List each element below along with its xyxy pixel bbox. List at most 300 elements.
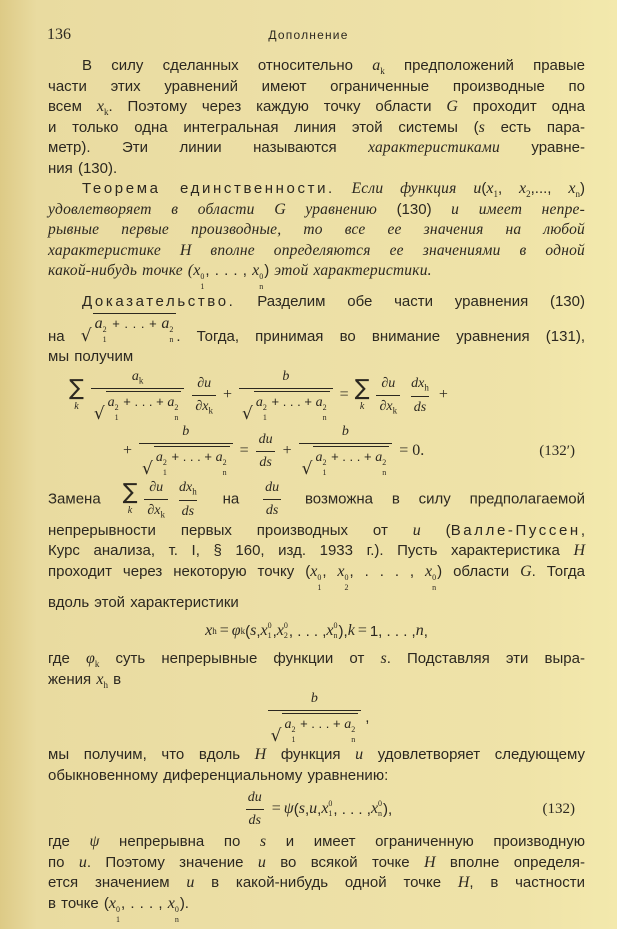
math-operator: + [123,441,133,459]
math-symbol: G [520,562,532,580]
text-run: ). [179,894,189,912]
text-run: , [580,521,585,539]
text-line [48,894,585,925]
superscript: 0 [283,621,288,631]
text-run: ), [383,800,393,818]
numerator [176,479,200,500]
sub-superscript [175,905,179,925]
math-symbol: b [341,424,349,440]
spaced-text: Теорема единственности. [82,180,335,197]
sub-superscript [328,799,332,819]
math-symbol: ds [413,399,427,415]
math-symbol: ds [248,813,261,829]
text-run: ) области [437,562,521,580]
text-run: части этих уравнений имеют ограниченные производные по [48,77,585,95]
fraction [239,368,333,423]
text-line [48,220,585,241]
sub-superscript [432,573,436,593]
numerator [256,431,276,451]
text-line [48,261,585,292]
text-run: мы получим [48,348,134,365]
superscript: 2 [174,403,179,413]
subscript: n [382,468,387,478]
radicand [106,391,182,423]
text-run: в [107,670,122,688]
text-line [48,159,585,180]
subscript: 1 [328,809,333,819]
text-line [48,521,585,542]
subscript: n [174,413,179,423]
math-symbol: x [519,180,527,197]
superscript: 0 [333,621,338,631]
equation-number: (132′) [539,442,575,459]
text-run: возможна в силу предполагаемой [286,490,585,508]
subscript: k [392,405,398,416]
subscript: 2 [344,582,349,592]
text-run: . Тогда, принимая во внимание уравнения (131), [176,327,585,345]
text-line [48,347,585,368]
math-symbol: ds [259,454,272,470]
subscript: n [222,468,227,478]
sub-superscript [223,458,227,478]
denominator [263,499,281,519]
equation-number: (132) [542,801,575,818]
sub-superscript [169,325,173,345]
numerator [245,789,265,809]
radicand [93,313,177,345]
math-operator: = [271,800,281,818]
sub-superscript [351,725,355,745]
math-symbol: s [259,833,267,851]
math-symbol: ∂x [195,399,209,414]
sub-superscript [382,458,386,478]
radicand [254,391,330,423]
math-symbol: x [486,180,494,197]
square-root [142,446,230,478]
superscript: 2 [382,458,387,468]
numerator [129,368,147,389]
superscript: 2 [102,324,107,334]
math-symbol: a [255,394,263,410]
text-run: + . . . + [107,315,162,331]
math-symbol: b [182,424,190,440]
math-operator: = [239,441,249,459]
math-symbol: x [425,562,433,580]
math-symbol: b [282,368,290,384]
text-run: проходит одна [457,98,586,115]
text-line [48,745,585,766]
text-run: и только одна интегральная линия этой системы ( [48,118,479,136]
math-symbol: u [257,853,266,871]
math-symbol: a [131,368,139,384]
text-run: суть непрерывные функции от [99,650,381,668]
text-run: ,..., [530,180,569,197]
text-run: + . . . + [267,393,316,409]
summation-index: ∑ k [74,401,79,413]
subscript: k [380,66,385,76]
text-run: уравне- [499,139,585,156]
equation [48,690,585,745]
text-run: , [256,622,261,640]
math-symbol: a [375,450,383,466]
math-symbol: x [167,894,175,912]
subscript: 1 [114,413,119,423]
summation-sign [69,377,84,413]
superscript: 0 [328,799,333,809]
text-line [48,241,585,262]
math-symbol: x [96,98,104,115]
italic-text: характеристиками [368,139,500,156]
subscript: k [160,509,166,520]
text-run: Замена [48,490,120,508]
math-symbol: ψ [89,833,100,851]
math-symbol: ds [181,503,195,519]
subscript: h [212,625,217,636]
superscript: 2 [222,458,227,468]
square-root [94,391,182,423]
math-symbol: x [108,894,117,912]
text-run: , [317,800,322,818]
subscript: n [333,631,338,641]
fraction [91,368,185,424]
subscript: k [240,625,246,636]
text-run: , . . . , [121,894,168,912]
math-operator: = [339,386,349,404]
math-symbol: u [412,521,421,539]
math-symbol: x [205,622,213,640]
subscript: 1 [291,735,296,745]
superscript: 0 [378,799,383,809]
text-run: обыкновенному диференциальному уравнению: [48,766,389,784]
denominator [256,451,274,471]
math-symbol: dx [411,376,425,391]
text-run: ( [481,180,487,197]
math-symbol: a [161,314,170,332]
text-line [48,138,585,159]
page-number: 136 [47,26,71,43]
text-run: + . . . + [119,394,168,410]
subscript: 2 [526,189,531,199]
text-line [48,832,585,853]
superscript: 0 [116,904,121,914]
math-operator: = 0. [399,441,425,459]
text-run: , в частности [469,874,585,892]
summation-sign [355,377,370,413]
text-run: , . . . , [205,262,253,279]
math-symbol: x [568,180,576,197]
fraction [176,479,200,520]
math-symbol: s [380,650,387,668]
summation-index: ∑ k [359,401,365,413]
denominator [246,809,264,829]
math-symbol: a [284,717,292,733]
text-run: ( [420,521,451,539]
numerator [308,690,321,710]
square-root [81,313,177,345]
numerator [279,368,292,388]
text-run: . Поэтому значение [86,853,258,871]
subscript: 1 [162,468,167,478]
superscript: 2 [114,403,119,413]
denominator [268,710,362,745]
spaced-text: Доказательство. [82,293,236,310]
fraction [262,479,282,519]
math-symbol: du [265,480,280,496]
sub-superscript [291,725,295,745]
text-run: (130) [396,200,432,218]
subscript: h [192,486,197,497]
math-symbol: a [215,450,223,466]
italic-text: характеристике [48,241,180,259]
denominator [91,388,185,423]
math-symbol: H [179,241,192,259]
math-symbol: a [372,57,381,74]
sub-superscript [322,458,326,478]
math-symbol: du [247,790,262,806]
text-line [48,200,585,221]
text-run: ния (130). [48,159,118,177]
subscript: 1 [102,334,107,344]
text-line [48,766,585,787]
text-run: . Подставляя эти выра- [386,650,585,668]
sub-superscript [345,573,349,593]
equation [48,368,585,424]
subscript: k [103,107,109,117]
math-symbol: ∂u [149,480,164,496]
text-line [48,873,585,894]
fraction [144,479,168,520]
equation [48,786,585,832]
text-run: жения [48,670,97,688]
text-run: где [48,833,90,851]
math-symbol: s [478,118,485,136]
summation-sign [123,481,138,517]
math-symbol: G [274,200,286,218]
math-symbol: G [446,98,458,115]
text-run: непрерывности первых производных от [48,521,413,539]
square-root [271,713,359,745]
text-run: , [322,562,338,580]
numerator [339,423,352,443]
superscript: 2 [262,402,267,412]
italic-text: какой-нибудь точке ( [48,262,194,279]
math-symbol: k [347,622,355,640]
text-run: . Тогда [531,562,585,580]
fraction [268,690,362,745]
text-run: проходит через некоторую точку ( [48,562,311,580]
math-symbol: a [344,717,352,733]
text-line [48,77,585,98]
radicand [282,713,358,745]
sub-superscript [103,325,107,345]
subscript: 1 [267,631,272,641]
text-run: на [203,490,259,508]
superscript: 0 [317,572,322,582]
math-symbol: x [260,622,268,640]
superscript: 2 [162,458,167,468]
math-symbol: x [276,622,284,640]
text-run: Курс анализа, т. I, § 160, изд. 1933 г.). Пусть характеристика [48,542,574,560]
subscript: 1 [200,282,205,291]
subscript: n [351,735,356,745]
math-symbol: ∂x [147,503,161,519]
math-symbol: x [326,622,334,640]
text-run: и имеет ограниченную производную [266,833,586,851]
text-run: во всякой точке [265,853,424,871]
text-run: , . . . , [288,622,327,640]
text-run: по [48,853,79,871]
text-line [48,670,585,691]
subscript: 2 [283,631,288,641]
italic-text: этой характеристики. [269,262,432,279]
radicand [154,446,230,478]
text-run: 1, . . . , [369,622,416,640]
superscript: 2 [291,725,296,735]
math-symbol: ds [265,503,279,519]
text-line [48,56,585,77]
math-symbol: u [355,746,364,764]
superscript: 0 [174,904,179,914]
sub-superscript [378,799,382,819]
text-run: в какой-нибудь одной точке [194,874,458,892]
square-root [302,446,390,478]
subscript: h [103,679,108,690]
sub-superscript [200,272,204,292]
subscript: n [575,189,580,199]
text-run: ется значением [48,874,187,892]
subscript: n [378,809,383,819]
text-run: ), [338,622,348,640]
text-run: в точке ( [48,894,109,912]
math-symbol: φ [86,650,95,668]
math-symbol: a [155,450,163,466]
sub-superscript [317,573,321,593]
text-run: , [304,800,310,818]
math-symbol: ψ [283,800,294,818]
subscript: n [432,582,437,592]
text-run: непрерывна по [99,833,260,851]
subscript: k [138,375,144,386]
sub-superscript [163,458,167,478]
denominator [299,443,393,478]
sub-superscript [259,272,263,292]
sub-superscript [116,905,120,925]
superscript: 2 [322,402,327,412]
fraction [256,431,276,471]
math-operator: = [357,622,367,640]
text-run: , [423,622,428,640]
text-run: вполне определя- [435,853,586,871]
math-symbol: s [250,622,257,640]
math-symbol: a [315,394,323,410]
math-symbol: a [107,395,115,411]
sub-superscript [268,621,272,641]
math-operator: + [438,386,448,404]
math-operator: + [282,441,292,459]
sub-superscript [334,621,338,641]
math-symbol: x [370,800,379,818]
square-root [242,391,330,423]
denominator [411,396,429,416]
superscript: 0 [200,272,205,281]
math-symbol: x [252,262,260,279]
math-symbol: ∂x [379,399,393,414]
text-run: предположений правые [384,57,585,74]
text-run: где [48,650,87,668]
text-run: метр). Эти линии называются [48,139,369,156]
math-symbol: n [415,622,424,640]
superscript: 2 [351,725,356,735]
math-symbol: ∂u [197,376,212,391]
math-symbol: s [298,800,305,818]
math-symbol: u [473,180,482,197]
subscript: 1 [493,189,498,199]
text-line [48,541,585,562]
superscript: 0 [432,572,437,582]
superscript: 0 [259,272,264,281]
text-run: ( [245,622,251,640]
text-run: В силу сделанных относительно [82,57,373,74]
math-symbol: H [573,542,585,560]
superscript: 0 [267,621,272,631]
text-line [48,313,585,348]
text-run: удовлетворяет следующему [363,746,585,764]
denominator [376,395,400,416]
math-symbol: a [167,395,175,411]
math-symbol: du [258,431,273,447]
text-run: , . . . , [333,800,371,818]
text-run: + . . . + [167,449,216,465]
radicand [313,446,389,478]
math-symbol: x [193,262,201,279]
denominator [179,500,197,520]
text-line [48,593,585,614]
math-operator: = [219,622,229,640]
text-line [48,118,585,139]
superscript: 0 [344,572,349,582]
equation [48,423,585,478]
subscript: 1 [322,468,327,478]
sub-superscript [263,403,267,423]
math-symbol: u [309,800,318,818]
superscript: 2 [169,324,174,334]
text-run: ) [580,180,585,197]
text-run: ( [293,800,299,818]
denominator [139,443,233,478]
subscript: 1 [317,582,322,592]
spaced-text: Валле-Пуссен [450,521,581,539]
italic-text: и имеет непре- [431,200,585,218]
fraction [376,375,400,416]
running-title: Дополнение [268,28,349,42]
italic-text: рывные первые производные, то все ее значения на любой [48,221,585,238]
text-run: ) [264,262,270,279]
italic-text: уравнению [285,200,397,218]
subscript: k [94,659,100,670]
math-symbol: φ [231,622,241,640]
math-symbol: H [423,853,436,871]
math-symbol: b [310,691,318,707]
numerator [146,479,166,499]
text-run: на [48,327,81,345]
text-line [48,97,585,118]
text-run: мы получим, что вдоль [48,746,255,764]
fraction [299,423,393,478]
math-symbol: x [321,800,329,818]
text-run: есть пара- [484,118,585,136]
text-line [48,292,585,313]
sub-superscript [174,403,178,423]
